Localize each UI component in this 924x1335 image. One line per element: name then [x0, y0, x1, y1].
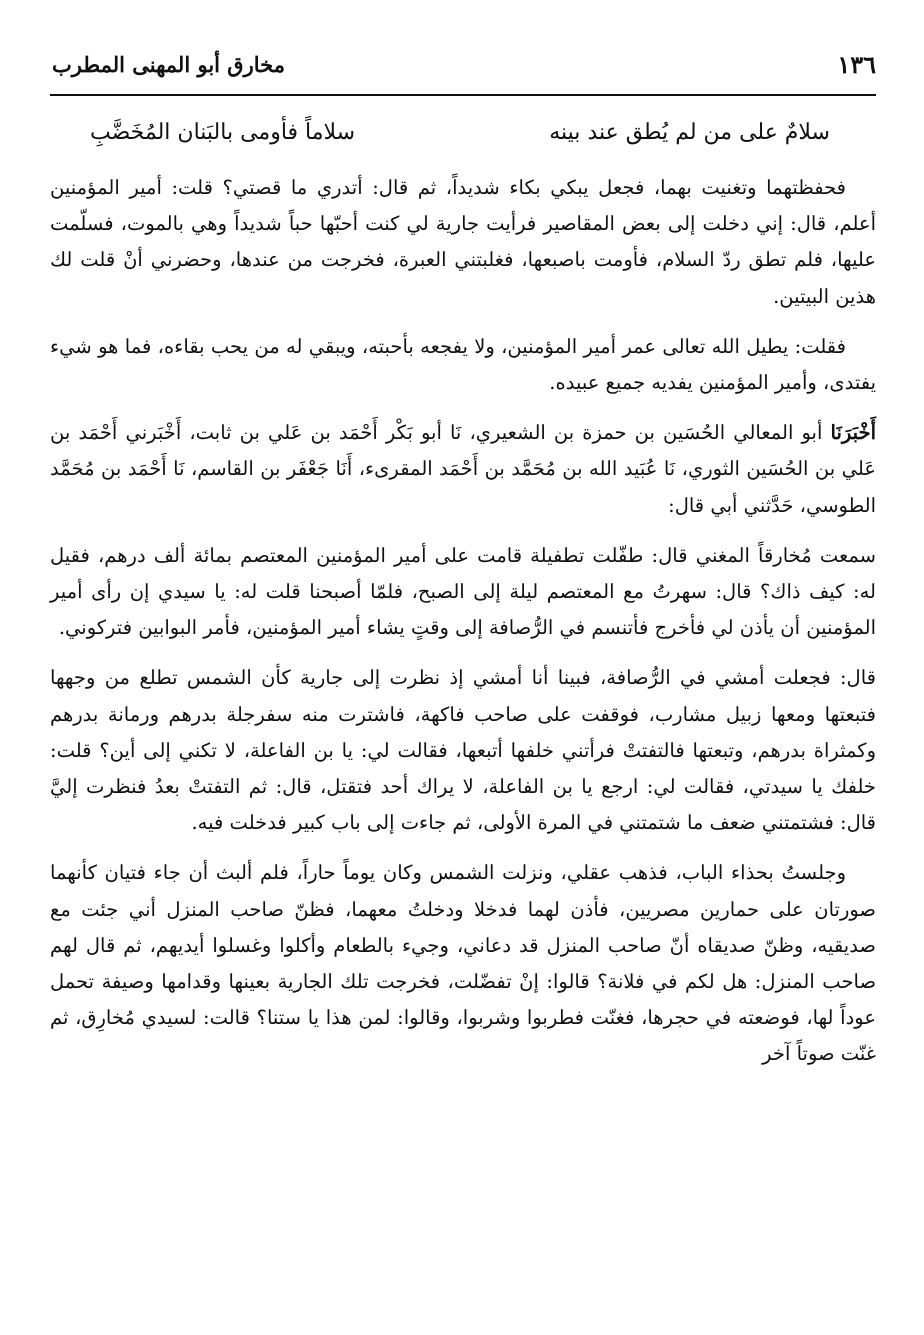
body-text	[50, 170, 876, 1087]
isnad-text: أبو المعالي الحُسَين بن حمزة بن الشعيري، نَا أبو بَكْر أَحْمَد بن عَلي بن ثابت، أَخْبَرني أَحْمَد بن عَلي بن الحُسَين الثوري، نَا عُبَيد الله بن مُحَمَّد بن أَحْمَد المقرىء، أَنَا جَعْفَر بن القاسم، نَا أَحْمَد بن مُحَمَّد الطوسي، حَدَّثني أبي قال:	[50, 421, 876, 517]
paragraph-4: سمعت مُخارقاً المغني قال: طفّلت تطفيلة قامت على أمير المؤمنين المعتصم بمائة ألف درهم، فقيل له: كيف ذاك؟ قال: سهرتُ مع المعتصم ليلة إلى الصبح، فلمّا أصبحنا قلت له: يا سيدي إن رأى أمير المؤمنين أن يأذن لي فأخرج فأتنسم في الرُّصافة إلى وقتٍ يشاء أمير المؤمنين، فأمر البوابين فتركوني.	[50, 543, 876, 640]
verse-first-hemistich: سلامٌ على من لم يُطق عند بينه	[549, 120, 830, 145]
poem-verse	[90, 120, 830, 166]
running-title: مخارق أبو المهنى المطرب	[52, 52, 285, 77]
paragraph-2: فقلت: يطيل الله تعالى عمر أمير المؤمنين، ولا يفجعه بأحبته، ويبقي له من يحب بقاءه، فما هو شيء يفتدى، وأمير المؤمنين يفديه جميع عبيده.	[50, 334, 876, 395]
paragraph-5: قال: فجعلت أمشي في الرُّصافة، فبينا أنا أمشي إذ نظرت إلى جارية كأن الشمس تطلع من وجهها فتبعتها ومعها زبيل مشارب، فوقفت على صاحب فاكهة، فاشترت منه سفرجلة بدرهم ورمانة بدرهم وكمثراة بدرهم، وتبعتها فالتفتتْ فرأتني خلفها أتبعها، فقالت لي: يا بن الفاعلة، لا تكني إلى أين؟ قلت: خلفك يا سيدتي، فقالت لي: ارجع يا بن الفاعلة، لا يراك أحد فتقتل، قال: ثم التفتتْ بعدُ فنظرت إليَّ قال: فشتمتني ضعف ما شتمتني في المرة الأولى، ثم جاءت إلى باب كبير فدخلت فيه.	[50, 666, 876, 835]
paragraph-6: وجلستُ بحذاء الباب، فذهب عقلي، ونزلت الشمس وكان يوماً حاراً، فلم ألبث أن جاء فتيان كأنهما صورتان على حمارين مصريين، فأذن لهما فدخلا ودخلتُ معهما، فظنّ صاحب المنزل أني جئت مع صديقيه، وظنّ صديقاه أنّ صاحب المنزل قد دعاني، وجيء بالطعام وأكلوا وغسلوا أيديهم، ثم قال لهم صاحب المنزل: هل لكم في فلانة؟ قالوا: إنْ تفضّلت، فخرجت تلك الجارية بعينها وقدامها وصيفة تحمل عوداً لها، فوضعته في حجرها، فغنّت فطربوا وشربوا، وقالوا: لمن هذا يا ستنا؟ قالت: لسيدي مُخارِق، ثم غنّت صوتاً آخر	[50, 861, 876, 1066]
akhbarana-word: أَخْبَرَنَا	[830, 421, 876, 445]
verse-second-hemistich: سلاماً فأومى بالبَنان المُخَضَّبِ	[90, 120, 356, 145]
header-rule	[50, 94, 876, 96]
paragraph-1: فحفظتهما وتغنيت بهما، فجعل يبكي بكاء شديداً، ثم قال: أتدري ما قصتي؟ قلت: أمير المؤمنين أعلم، قال: إني دخلت إلى بعض المقاصير فرأيت جارية لي كنت أحبّها حباً شديداً وهي بالموت، فسلّمت عليها، فلم تطق ردّ السلام، فأومت باصبعها، فغلبتني العبرة، فخرجت من عندها، وحضرني أنْ قلت لك هذين البيتين.	[50, 176, 876, 308]
page-number: ١٣٦	[837, 50, 876, 79]
page-header	[52, 48, 876, 82]
isnad-paragraph	[50, 415, 876, 524]
